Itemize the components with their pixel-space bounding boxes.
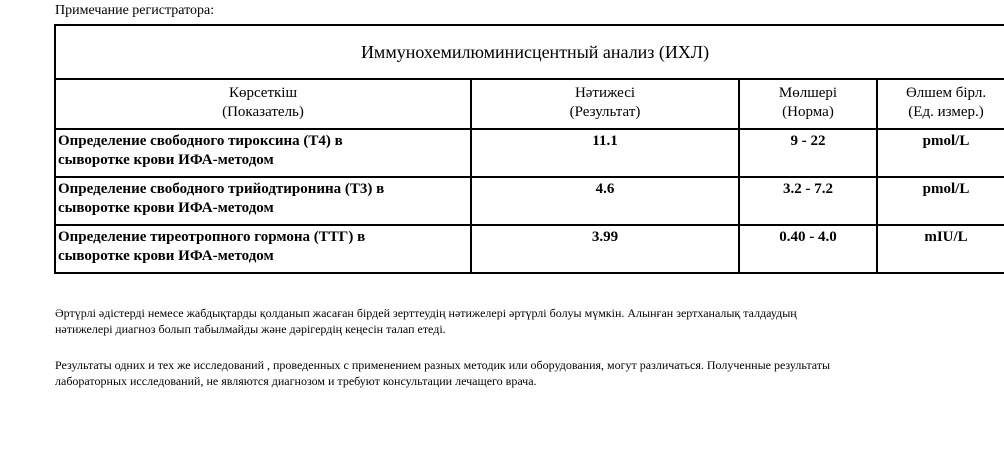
header-result [471,79,739,129]
disclaimer-kz-line2: нәтижелері диагноз болып табылмайды және дәрігердің кеңесін талап етеді. [55,322,446,336]
test-name-line1: Определение свободного трийодтиронина (Т3) в [58,181,385,197]
header-norm [739,79,877,129]
test-name-line1: Определение тиреотропного гормона (ТТГ) в [58,229,366,245]
test-name-line2: сыворотке крови ИФА-методом [58,200,274,216]
test-result: 3.99 [471,225,739,273]
test-norm: 3.2 - 7.2 [739,177,877,225]
header-unit-ru: (Ед. измер.) [908,104,984,120]
test-name [55,129,471,177]
table-row-t3 [55,177,1004,225]
test-norm: 9 - 22 [739,129,877,177]
table-title: Иммунохемилюминисцентный анализ (ИХЛ) [55,25,1004,79]
test-unit: pmol/L [877,177,1004,225]
header-indicator [55,79,471,129]
test-name [55,177,471,225]
test-name [55,225,471,273]
results-table [54,24,1004,274]
header-result-kz: Нәтижесі [574,85,636,101]
disclaimer-ru-line2: лабораторных исследований, не являются диагнозом и требуют консультации лечащего врача. [55,374,537,388]
test-result: 4.6 [471,177,739,225]
disclaimer-ru-line1: Результаты одних и тех же исследований , проведенных с применением разных методик или оборудования, могут различаться. Полученные результаты [55,358,831,372]
header-norm-kz: Мөлшері [778,85,838,101]
test-result: 11.1 [471,129,739,177]
test-unit: mIU/L [877,225,1004,273]
test-unit: pmol/L [877,129,1004,177]
test-norm: 0.40 - 4.0 [739,225,877,273]
header-indicator-kz: Көрсеткіш [228,85,298,101]
test-name-line1: Определение свободного тироксина (Т4) в [58,133,343,149]
header-indicator-ru: (Показатель) [222,104,304,120]
header-unit-kz: Өлшем бірл. [905,85,987,101]
disclaimer-kz [55,305,1004,337]
disclaimer-kz-line1: Әртүрлі әдістерді немесе жабдықтарды қолданып жасаған бірдей зерттеудің нәтижелері әртүрлі болуы мүмкін. Алынған зертханалық талдаудың [55,306,797,320]
test-name-line2: сыворотке крови ИФА-методом [58,248,274,264]
header-norm-ru: (Норма) [782,104,834,120]
table-row-t4 [55,129,1004,177]
registrar-note-label: Примечание регистратора: [55,3,215,18]
header-result-ru: (Результат) [569,104,641,120]
header-unit [877,79,1004,129]
disclaimer-ru [55,357,1004,389]
test-name-line2: сыворотке крови ИФА-методом [58,152,274,168]
table-row-ttg [55,225,1004,273]
